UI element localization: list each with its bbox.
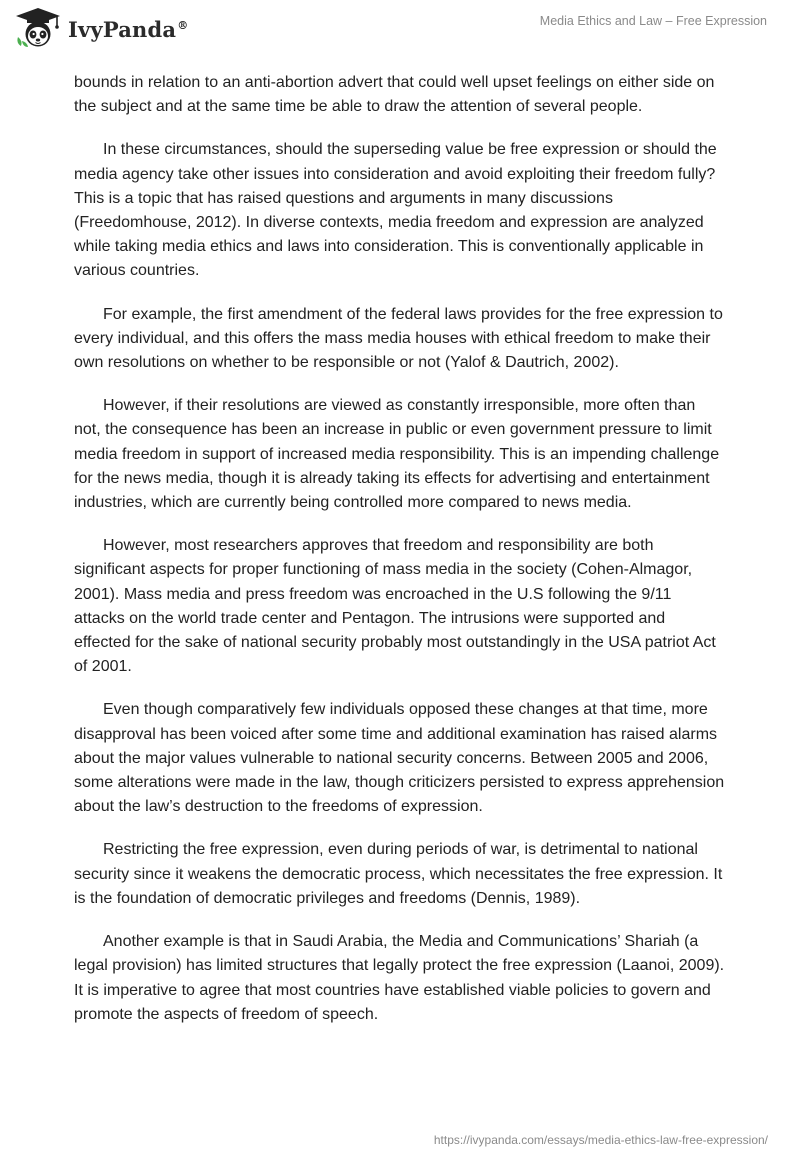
paragraph-6: Even though comparatively few individuals opposed these changes at that time, more disapproval has been voiced after some time and additional examination has raised alarms about the major values vulnerable to national security concerns. Between 2005 and 2006, some alterations were made in the law, though criticizers persisted to express apprehension about the law’s destruction to the freedoms of expression. (74, 701, 725, 816)
ivypanda-logo[interactable] (14, 7, 188, 49)
essay-body (74, 71, 726, 1046)
paragraph-1: bounds in relation to an anti-abortion advert that could well upset feelings on either side on the subject and at the same time be able to draw the attention of several people. (74, 74, 715, 116)
paragraph-2: In these circumstances, should the superseding value be free expression or should the media agency take other issues into consideration and avoid exploiting their freedom fully? This is a topic that has raised questions and arguments in many discussions (Freedomhouse, 2012). In diverse contexts, media freedom and expression are analyzed while taking media ethics and laws into consideration. This is conventionally applicable in various countries. (74, 141, 717, 280)
page-header (0, 0, 800, 64)
running-title: Media Ethics and Law – Free Expression (539, 14, 767, 28)
logo-wordmark: IvyPanda® (68, 16, 189, 42)
paragraph-5: However, most researchers approves that freedom and responsibility are both significant aspects for proper functioning of mass media in the society (Cohen-Almagor, 2001). Mass media and press freedom was encroached in the U.S following the 9/11 attacks on the world trade center and Pentagon. The intrusions were supported and effected for the sake of national security probably most outstandingly in the USA patriot Act of 2001. (74, 537, 716, 676)
paragraph-4: However, if their resolutions are viewed as constantly irresponsible, more often than not, the consequence has been an increase in public or even government pressure to limit media freedom in support of increased media responsibility. This is an impending challenge for the news media, though it is already taking its effects for advertising and entertainment industries, which are currently being controlled more compared to news media. (74, 397, 720, 512)
paragraph-8: Another example is that in Saudi Arabia, the Media and Communications’ Shariah (a legal provision) has limited structures that legally protect the free expression (Laanoi, 2009). It is imperative to agree that most countries have established viable policies to govern and promote the aspects of freedom of speech. (74, 933, 725, 1023)
panda-graduation-cap-icon (14, 7, 62, 49)
paragraph-3: For example, the first amendment of the federal laws provides for the free expression to every individual, and this offers the mass media houses with ethical freedom to make their own resolutions on whether to be responsible or not (Yalof & Dautrich, 2002). (74, 305, 723, 372)
source-url[interactable]: https://ivypanda.com/essays/media-ethics-law-free-expression/ (433, 1133, 768, 1147)
paragraph-7: Restricting the free expression, even during periods of war, is detrimental to national security since it weakens the democratic process, which necessitates the free expression. It is the foundation of democratic privileges and freedoms (Dennis, 1989). (74, 841, 723, 907)
